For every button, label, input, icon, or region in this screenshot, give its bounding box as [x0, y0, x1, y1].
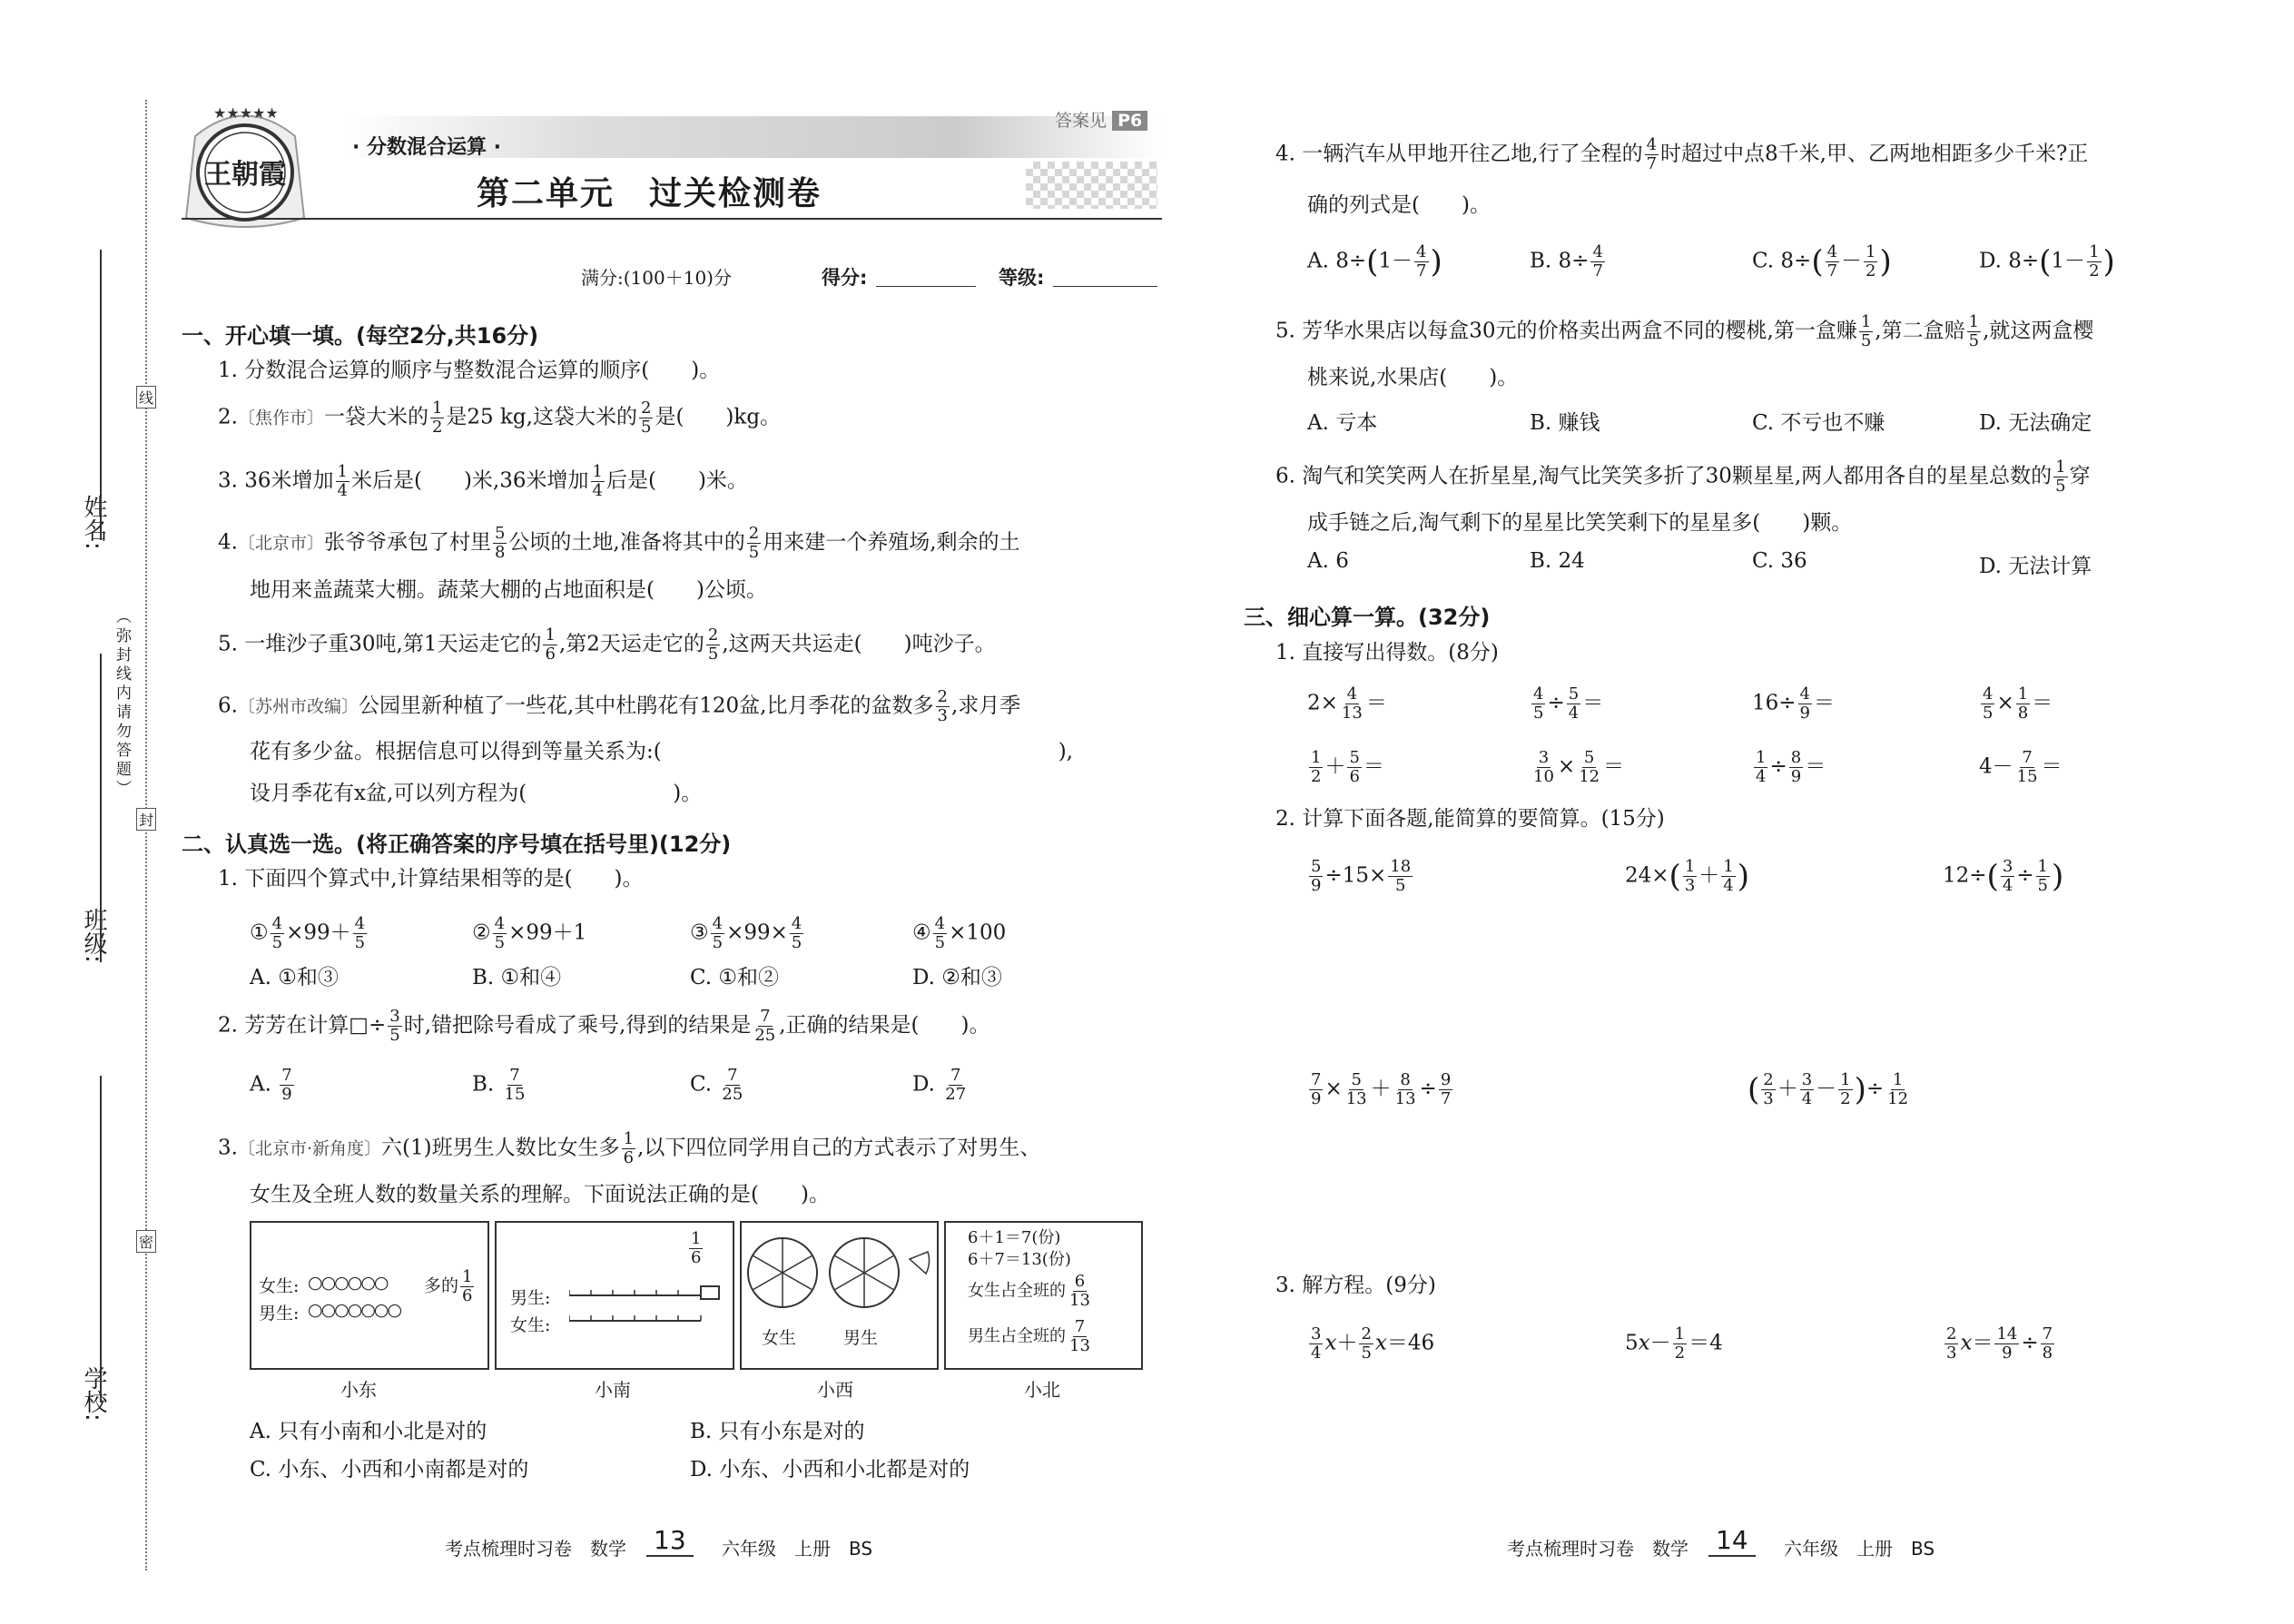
s1-q6: 6.〔苏州市改编〕公园里新种植了一些花,其中杜鹃花有120盆,比月季花的盆数多 $\frac{2}{3}$ ,求月季 [218, 687, 1021, 725]
calc-11: 12÷( $\frac{3}{4}$ ÷ $\frac{1}{5}$ ) [1943, 857, 2064, 895]
s2-q1: 1. 下面四个算式中,计算结果相等的是( )。 [218, 867, 644, 891]
grade-blank[interactable] [1053, 286, 1157, 287]
equation-2: 5x－ $\frac{1}{2}$ ＝4 [1625, 1324, 1723, 1363]
footer-left-book: 考点梳理时习卷 数学 [445, 1538, 626, 1560]
s1-q5: 5. 一堆沙子重30吨,第1天运走它的 $\frac{1}{6}$ ,第2天运走它的 $\frac{2}{5}$ ,这两天共运走( )吨沙子。 [218, 625, 996, 664]
grade-label: 等级: [999, 267, 1045, 289]
s2-q2: 2. 芳芳在计算□÷ $\frac{3}{5}$ 时,错把除号看成了乘号,得到的结果是 $\frac{7}{25}$ ,正确的结果是( )。 [218, 1007, 990, 1045]
figure-xiaoxi: 女生 男生 [740, 1221, 939, 1370]
s2-q6-opt-c: C. 36 [1752, 549, 1807, 573]
s3-part1-title: 1. 直接写出得数。(8分) [1275, 641, 1499, 664]
calc-3: 16÷ $\frac{4}{9}$ ＝ [1752, 684, 1835, 723]
s1-q6-line2: 花有多少盆。根据信息可以得到等量关系为:( ), [250, 740, 1074, 763]
s2-q6-opt-a: A. 6 [1307, 549, 1349, 573]
caption-xiaoxi: 小西 [817, 1379, 853, 1401]
calc-8: 4－ $\frac{7}{15}$ ＝ [1979, 748, 2063, 786]
calc-5: $\frac{1}{2}$ ＋ $\frac{5}{6}$ ＝ [1311, 748, 1384, 786]
footer-right-book: 考点梳理时习卷 数学 [1507, 1538, 1689, 1560]
checker-pattern [1026, 162, 1157, 209]
score-full: 满分:(100＋10)分 [581, 267, 732, 289]
figure-xiaonan: $\frac{1}{6}$ 男生: 女生: [495, 1221, 734, 1370]
seal-mark-secret: 密 [136, 1230, 156, 1253]
calc-2: $\frac{4}{5}$ ÷ $\frac{5}{4}$ ＝ [1533, 684, 1604, 723]
s2-q4-line2: 确的列式是( )。 [1307, 193, 1491, 217]
s2-q5-opt-b: B. 赚钱 [1530, 411, 1600, 435]
binding-line [145, 100, 147, 1570]
answer-ref: 答案见 P6 [1055, 107, 1147, 132]
s2-q5-opt-d: D. 无法确定 [1979, 411, 2092, 435]
s2-q6: 6. 淘气和笑笑两人在折星星,淘气比笑笑多折了30颗星星,两人都用各自的星星总数的 $\frac{1}{5}$ 穿 [1275, 458, 2091, 496]
calc-6: $\frac{3}{10}$ × $\frac{5}{12}$ ＝ [1533, 748, 1625, 786]
figure-xiaodong: 女生: 男生: ○○○○○○ ○○○○○○○ 多的 $\frac{1}{6}$ [250, 1221, 489, 1370]
footer-left-grade: 六年级 上册 BS [722, 1538, 873, 1560]
s1-q4-line2: 地用来盖蔬菜大棚。蔬菜大棚的占地面积是( )公顷。 [250, 578, 767, 602]
s2-q5-opt-c: C. 不亏也不赚 [1752, 411, 1885, 435]
s2-q5-opt-a: A. 亏本 [1307, 411, 1378, 435]
s2-q4-opt-c: C. 8÷( $\frac{4}{7}$ － $\frac{1}{2}$ ) [1752, 242, 1892, 281]
school-blank [100, 1076, 102, 1403]
s2-q1-opt-a: A. ①和③ [250, 966, 339, 989]
s2-q1-expr2: ② $\frac{4}{5}$ ×99＋1 [472, 914, 587, 952]
s2-q3-opt-c: C. 小东、小西和小南都是对的 [250, 1458, 529, 1481]
calc-7: $\frac{1}{4}$ ÷ $\frac{8}{9}$ ＝ [1756, 748, 1826, 786]
s1-q2: 2.〔焦作市〕一袋大米的 $\frac{1}{2}$ 是25 kg,这袋大米的 $\frac{2}{5}$ 是( )kg。 [218, 399, 782, 437]
class-blank [100, 654, 102, 962]
s2-q3: 3.〔北京市·新角度〕六(1)班男生人数比女生多 $\frac{1}{6}$ ,以下四位同学用自己的方式表示了对男生、 [218, 1129, 1041, 1167]
s2-q1-opt-c: C. ①和② [690, 966, 780, 989]
s1-q6-line3: 设月季花有x盆,可以列方程为( )。 [250, 782, 703, 805]
calc-1: 2× $\frac{4}{13}$ ＝ [1307, 684, 1387, 723]
s2-q3-opt-b: B. 只有小东是对的 [690, 1420, 865, 1443]
header-rule [182, 218, 1162, 220]
s2-q3-line2: 女生及全班人数的数量关系的理解。下面说法正确的是( )。 [250, 1183, 830, 1206]
calc-10: 24×( $\frac{1}{3}$ ＋ $\frac{1}{4}$ ) [1625, 857, 1749, 895]
s2-q5: 5. 芳华水果店以每盒30元的价格卖出两盒不同的樱桃,第一盒赚 $\frac{1}{5}$ ,第二盒赔 $\frac{1}{5}$ ,就这两盒樱 [1275, 312, 2094, 350]
s1-q4: 4.〔北京市〕张爷爷承包了村里 $\frac{5}{8}$ 公顷的土地,准备将其中的 $\frac{2}{5}$ 用来建一个养殖场,剩余的土 [218, 524, 1020, 562]
calc-9: $\frac{5}{9}$ ÷15× $\frac{18}{5}$ [1311, 857, 1412, 895]
calc-12: $\frac{7}{9}$ × $\frac{5}{13}$ ＋ $\frac{8}{13}$ ÷ $\frac{9}{7}$ [1311, 1070, 1452, 1108]
s2-q2-opt-d: D. $\frac{7}{27}$ [912, 1066, 967, 1104]
logo [177, 100, 313, 236]
seal-notice: （弥封线内请勿答题） [113, 608, 131, 799]
figure-xiaobei: 6＋1＝7(份) 6＋7＝13(份) 女生占全班的 $\frac{6}{13}$ 男生占全班的 $\frac{7}{13}$ [944, 1221, 1143, 1370]
seal-mark-line: 线 [136, 386, 156, 408]
s2-q6-opt-b: B. 24 [1530, 549, 1585, 573]
s2-q1-expr1: ① $\frac{4}{5}$ ×99＋ $\frac{4}{5}$ [250, 914, 366, 952]
s2-q1-opt-b: B. ①和④ [472, 966, 562, 989]
unit-subtitle: · 分数混合运算 · [352, 136, 502, 159]
class-label: 班级: [80, 908, 107, 963]
calc-13: ( $\frac{2}{3}$ ＋ $\frac{3}{4}$ － $\frac{1}{2}$ )÷ $\frac{1}{12}$ [1748, 1070, 1909, 1108]
s2-q6-opt-d: D. 无法计算 [1979, 555, 2092, 578]
page-number-right: 14 [1708, 1525, 1756, 1557]
s2-q3-opt-d: D. 小东、小西和小北都是对的 [690, 1458, 970, 1481]
s2-q4-opt-d: D. 8÷(1－ $\frac{1}{2}$ ) [1979, 242, 2115, 281]
equation-3: $\frac{2}{3}$ x＝ $\frac{14}{9}$ ÷ $\frac{7}{8}$ [1946, 1324, 2053, 1363]
s2-q2-opt-b: B. $\frac{7}{15}$ [472, 1066, 526, 1104]
s2-q1-expr3: ③ $\frac{4}{5}$ ×99× $\frac{4}{5}$ [690, 914, 802, 952]
name-label: 姓名: [80, 495, 107, 550]
s2-q4: 4. 一辆汽车从甲地开往乙地,行了全程的 $\frac{4}{7}$ 时超过中点8千米,甲、乙两地相距多少千米?正 [1275, 135, 2089, 173]
equation-1: $\frac{3}{4}$ x＋ $\frac{2}{5}$ x＝46 [1311, 1324, 1435, 1363]
s1-q1: 1. 分数混合运算的顺序与整数混合运算的顺序( )。 [218, 359, 721, 382]
page-title: 第二单元 过关检测卷 [477, 175, 822, 212]
section3-title: 三、细心算一算。(32分) [1244, 605, 1491, 630]
logo-text: 王朝霞 [204, 159, 286, 191]
s2-q1-expr4: ④ $\frac{4}{5}$ ×100 [912, 914, 1007, 952]
page-number-left: 13 [646, 1525, 694, 1557]
score-blank[interactable] [876, 286, 976, 287]
s2-q4-opt-b: B. 8÷ $\frac{4}{7}$ [1530, 242, 1603, 281]
s2-q3-opt-a: A. 只有小南和小北是对的 [250, 1420, 487, 1443]
s2-q4-opt-a: A. 8÷(1－ $\frac{4}{7}$ ) [1307, 242, 1442, 281]
s2-q6-line2: 成手链之后,淘气剩下的星星比笑笑剩下的星星多( )颗。 [1307, 511, 1853, 535]
calc-4: $\frac{4}{5}$ × $\frac{1}{8}$ ＝ [1983, 684, 2053, 723]
footer-right-grade: 六年级 上册 BS [1784, 1538, 1935, 1560]
s3-part2-title: 2. 计算下面各题,能简算的要简算。(15分) [1275, 807, 1665, 831]
s2-q2-opt-a: A. $\frac{7}{9}$ [250, 1066, 292, 1104]
s2-q2-opt-c: C. $\frac{7}{25}$ [690, 1066, 743, 1104]
s2-q1-opt-d: D. ②和③ [912, 966, 1002, 989]
section2-title: 二、认真选一选。(将正确答案的序号填在括号里)(12分) [182, 832, 732, 857]
s3-part3-title: 3. 解方程。(9分) [1275, 1274, 1436, 1297]
s2-q5-line2: 桃来说,水果店( )。 [1307, 366, 1519, 389]
caption-xiaonan: 小南 [595, 1379, 631, 1401]
score-label: 得分: [822, 267, 868, 289]
name-blank [100, 250, 102, 540]
caption-xiaodong: 小东 [340, 1379, 377, 1401]
s1-q3: 3. 36米增加 $\frac{1}{4}$ 米后是( )米,36米增加 $\frac{1}{4}$ 后是( )米。 [218, 462, 748, 500]
section1-title: 一、开心填一填。(每空2分,共16分) [182, 323, 539, 349]
seal-mark-seal: 封 [136, 808, 156, 831]
school-label: 学校: [80, 1366, 107, 1422]
svg-text:★★★★★: ★★★★★ [213, 104, 279, 122]
caption-xiaobei: 小北 [1024, 1379, 1060, 1401]
